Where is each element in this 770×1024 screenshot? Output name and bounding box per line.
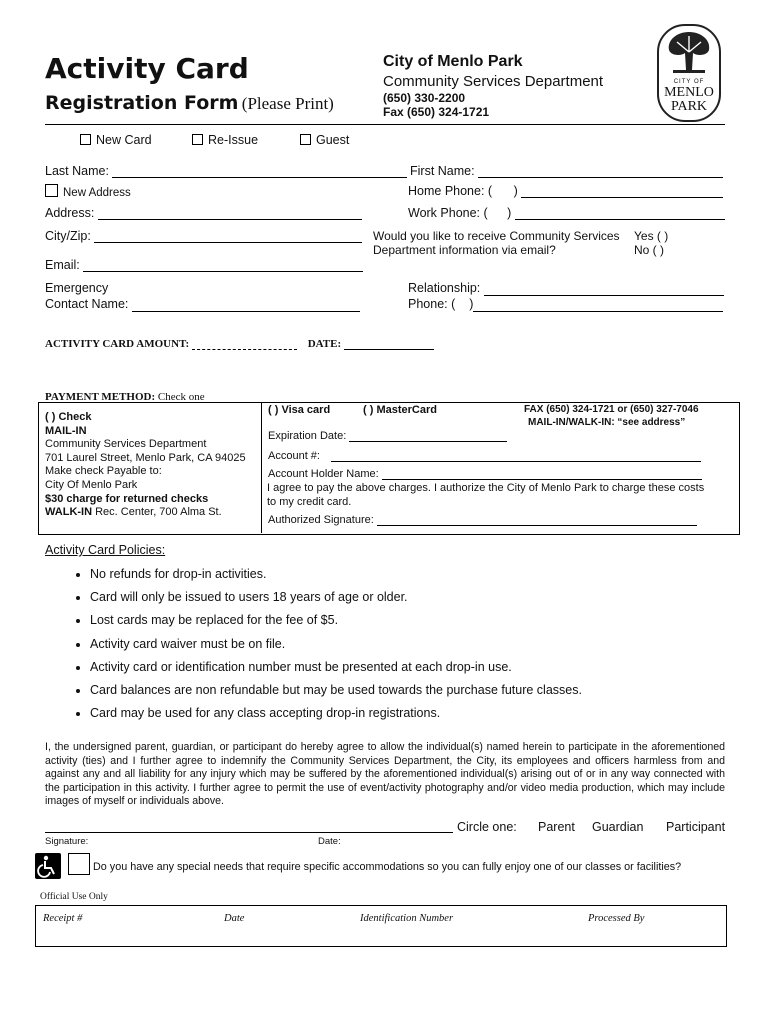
signature-date-label: Date: — [318, 836, 341, 847]
policy-item: • Activity card or identification number must be presented at each drop-in use. — [90, 659, 770, 682]
wheelchair-icon — [35, 853, 61, 879]
mastercard-option[interactable]: ( ) MasterCard — [363, 404, 437, 416]
check-option[interactable]: ( ) Check — [45, 411, 92, 423]
checkbox-icon — [192, 134, 203, 145]
org-phone: (650) 330-2200 — [383, 91, 466, 105]
official-date-label: Date — [224, 913, 245, 924]
expiration-row: Expiration Date: — [268, 430, 507, 442]
form-title: Activity Card — [45, 52, 249, 85]
form-subtitle-note: (Please Print) — [241, 94, 334, 113]
checkbox-re-issue[interactable]: Re-Issue — [192, 133, 258, 147]
circle-guardian[interactable]: Guardian — [592, 820, 644, 834]
signature-line[interactable] — [45, 832, 453, 833]
amount-row: ACTIVITY CARD AMOUNT: DATE: — [45, 338, 434, 350]
address-row: Address: — [45, 206, 362, 220]
checkbox-icon — [45, 184, 58, 197]
receipt-label: Receipt # — [43, 913, 83, 924]
email-question: Would you like to receive Community Services Department information via email? — [373, 229, 620, 257]
first-name-field[interactable] — [478, 177, 723, 178]
relationship-row: Relationship: Phone: ( ) — [408, 280, 724, 312]
accommodations-question: Do you have any special needs that require specific accommodations so you can fully enjoy one of our classes or facilities? — [93, 861, 682, 873]
org-name: City of Menlo Park — [383, 53, 523, 70]
first-name-row: First Name: — [410, 164, 723, 178]
emergency-phone-field[interactable] — [473, 311, 723, 312]
city-zip-field[interactable] — [94, 242, 362, 243]
policy-item: • Card balances are non refundable but may be used towards the purchase future classes. — [90, 682, 770, 705]
check-payment-info: ( ) Check MAIL-IN Community Services Department 701 Laurel Street, Menlo Park, CA 94025 Make check Payable to: City Of Menlo Park $30 charge for returned checks WALK-IN Rec. Center, 700 Alma St. — [45, 411, 246, 519]
home-phone-row: Home Phone: ( ) — [408, 184, 723, 198]
form-subtitle: Registration Form — [45, 92, 239, 114]
policy-item: • Card will only be issued to users 18 years of age or older. — [90, 589, 770, 612]
email-no-option[interactable]: No ( ) — [634, 243, 664, 257]
checkbox-new-address[interactable]: New Address — [45, 184, 131, 199]
email-row: Email: — [45, 258, 363, 272]
authorized-signature-row: Authorized Signature: — [268, 514, 697, 526]
account-row: Account #: — [268, 450, 701, 462]
form-subtitle-row — [45, 92, 334, 114]
identification-label: Identification Number — [360, 913, 454, 924]
org-department: Community Services Department — [383, 73, 604, 90]
work-phone-field[interactable] — [515, 219, 725, 220]
waiver-text: I, the undersigned parent, guardian, or participant do hereby agree to allow the individual(s) named herein to participate in the aforementioned activity (ties) and I further agree to indemnify the Community Services Department, the City, its employees and officers harmless from and against any and all liability for any injury which may be suffered by the aforementioned individual(s) arising out of or in any way connected with the participation in this activity. I further agree to permit the use of event/activity photography and/or video media production, which may include images of myself or individuals above. — [45, 741, 725, 808]
policies-heading: Activity Card Policies: — [45, 543, 166, 557]
address-field[interactable] — [98, 219, 362, 220]
account-number-field[interactable] — [331, 461, 701, 462]
city-zip-row: City/Zip: — [45, 229, 362, 243]
policy-item: • No refunds for drop-in activities. — [90, 566, 770, 589]
logo-line3: PARK — [670, 99, 708, 114]
circle-parent[interactable]: Parent — [538, 820, 575, 834]
authorized-signature-field[interactable] — [377, 525, 697, 526]
expiration-field[interactable] — [349, 441, 507, 442]
accommodations-checkbox[interactable] — [68, 853, 90, 875]
visa-option[interactable]: ( ) Visa card — [268, 404, 331, 416]
org-fax: Fax (650) 324-1721 — [383, 105, 490, 119]
logo-line2: MENLO — [664, 85, 714, 100]
account-holder-row: Account Holder Name: — [268, 468, 702, 480]
email-yes-option[interactable]: Yes ( ) — [634, 229, 669, 243]
payment-agreement: I agree to pay the above charges. I authorize the City of Menlo Park to charge these costs to my credit card. — [267, 482, 705, 508]
payment-fax: FAX (650) 324-1721 or (650) 327-7046 — [524, 404, 699, 415]
checkbox-guest[interactable]: Guest — [300, 133, 349, 147]
policy-item: • Card may be used for any class accepting drop-in registrations. — [90, 705, 770, 728]
city-logo — [657, 24, 721, 122]
payment-divider — [261, 402, 262, 533]
payment-mail-walk: MAIL-IN/WALK-IN: “see address” — [528, 417, 686, 428]
last-name-field[interactable] — [112, 177, 407, 178]
work-phone-row: Work Phone: ( ) — [408, 206, 725, 220]
header-divider — [45, 124, 725, 125]
payment-method-label: PAYMENT METHOD: Check one — [45, 391, 205, 403]
policies-list — [0, 566, 770, 728]
official-use-box — [35, 905, 727, 947]
tree-icon — [659, 26, 719, 76]
circle-one-label: Circle one: — [457, 820, 517, 834]
policy-item: • Lost cards may be replaced for the fee of $5. — [90, 612, 770, 635]
circle-participant[interactable]: Participant — [666, 820, 726, 834]
account-holder-field[interactable] — [382, 479, 702, 480]
emergency-contact-row: Emergency Contact Name: — [45, 280, 360, 312]
signature-label: Signature: — [45, 836, 89, 847]
home-phone-field[interactable] — [521, 197, 723, 198]
amount-date-field[interactable] — [344, 349, 434, 350]
checkbox-icon — [300, 134, 311, 145]
official-use-label: Official Use Only — [40, 892, 108, 902]
processed-by-label: Processed By — [588, 913, 645, 924]
amount-field[interactable] — [192, 349, 297, 350]
last-name-row: Last Name: — [45, 164, 407, 178]
checkbox-icon — [80, 134, 91, 145]
emergency-contact-field[interactable] — [132, 311, 360, 312]
policy-item: • Activity card waiver must be on file. — [90, 636, 770, 659]
checkbox-new-card[interactable]: New Card — [80, 133, 152, 147]
logo-line1: CITY OF — [673, 79, 705, 85]
email-field[interactable] — [83, 271, 363, 272]
